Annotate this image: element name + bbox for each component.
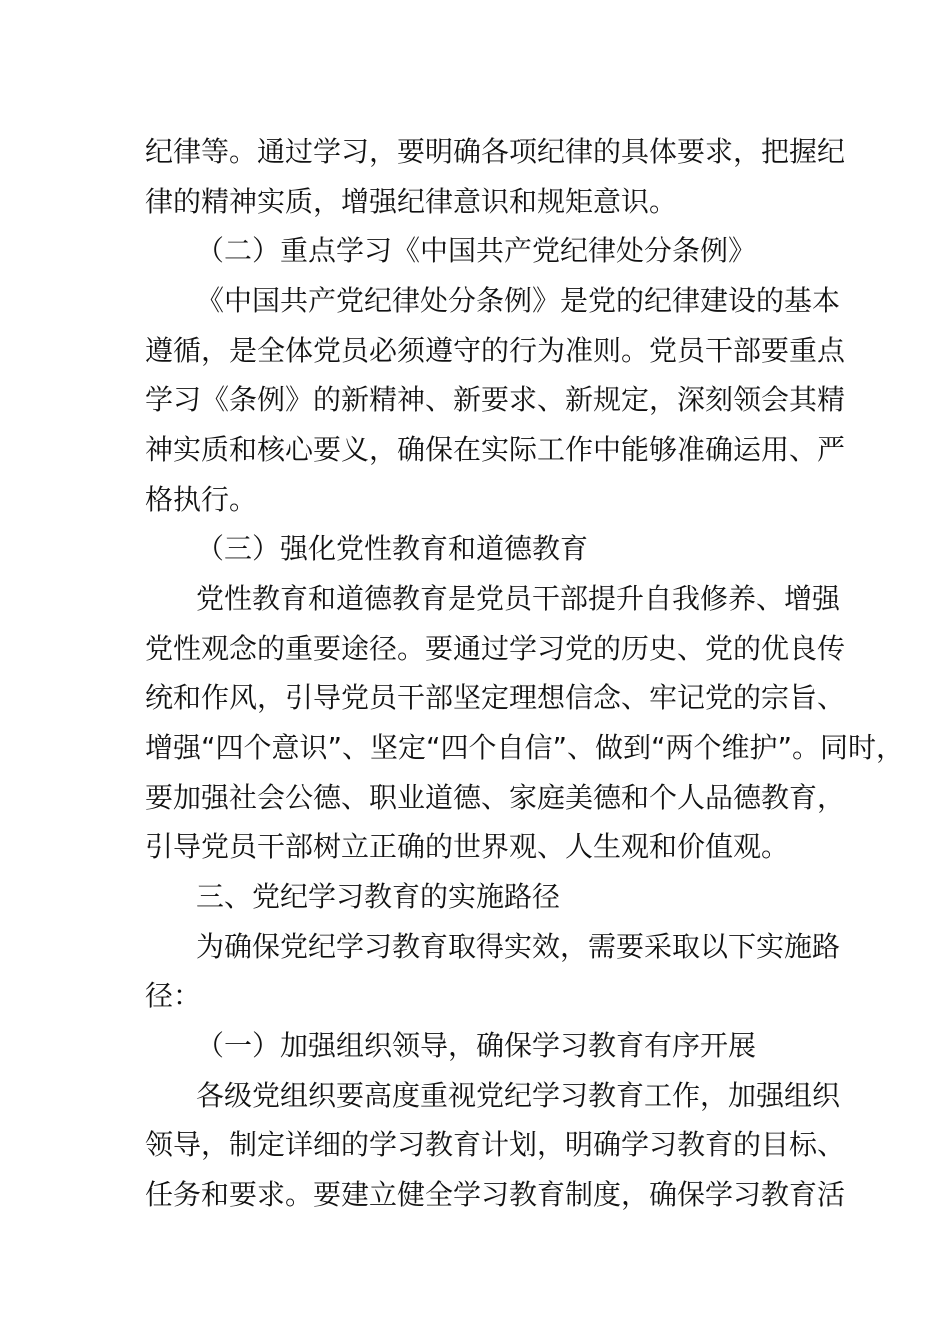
text-line: 神实质和核心要义，确保在实际工作中能够准确运用、严 [145, 433, 846, 466]
text-line: 要加强社会公德、职业道德、家庭美德和个人品德教育， [145, 781, 846, 814]
paragraph-first-line: 党性教育和道德教育是党员干部提升自我修养、增强 [196, 582, 841, 615]
text-line: 学习《条例》的新精神、新要求、新规定，深刻领会其精 [145, 383, 846, 416]
text-line: 引导党员干部树立正确的世界观、人生观和价值观。 [145, 830, 790, 863]
section-heading: （三）强化党性教育和道德教育 [196, 532, 589, 565]
text-line: 党性观念的重要途径。要通过学习党的历史、党的优良传 [145, 632, 846, 665]
text-line: 纪律等。通过学习，要明确各项纪律的具体要求，把握纪 [145, 135, 846, 168]
text-line: 格执行。 [145, 483, 258, 516]
chapter-heading: 三、党纪学习教育的实施路径 [196, 880, 561, 913]
paragraph-first-line: 各级党组织要高度重视党纪学习教育工作，加强组织 [196, 1079, 841, 1112]
section-heading: （二）重点学习《中国共产党纪律处分条例》 [196, 234, 757, 267]
text-line: 径： [145, 979, 202, 1012]
text-line: 领导，制定详细的学习教育计划，明确学习教育的目标、 [145, 1128, 846, 1161]
text-line: 统和作风，引导党员干部坚定理想信念、牢记党的宗旨、 [145, 681, 846, 714]
paragraph-first-line: 《中国共产党纪律处分条例》是党的纪律建设的基本 [196, 284, 841, 317]
paragraph-first-line: 为确保党纪学习教育取得实效，需要采取以下实施路 [196, 930, 841, 963]
text-line: 任务和要求。要建立健全学习教育制度，确保学习教育活 [145, 1178, 846, 1211]
text-line: 律的精神实质，增强纪律意识和规矩意识。 [145, 185, 678, 218]
section-heading: （一）加强组织领导，确保学习教育有序开展 [196, 1029, 757, 1062]
text-line: 遵循，是全体党员必须遵守的行为准则。党员干部要重点 [145, 334, 846, 367]
text-line: 增强“四个意识”、坚定“四个自信”、做到“两个维护”。同时， [145, 731, 905, 764]
